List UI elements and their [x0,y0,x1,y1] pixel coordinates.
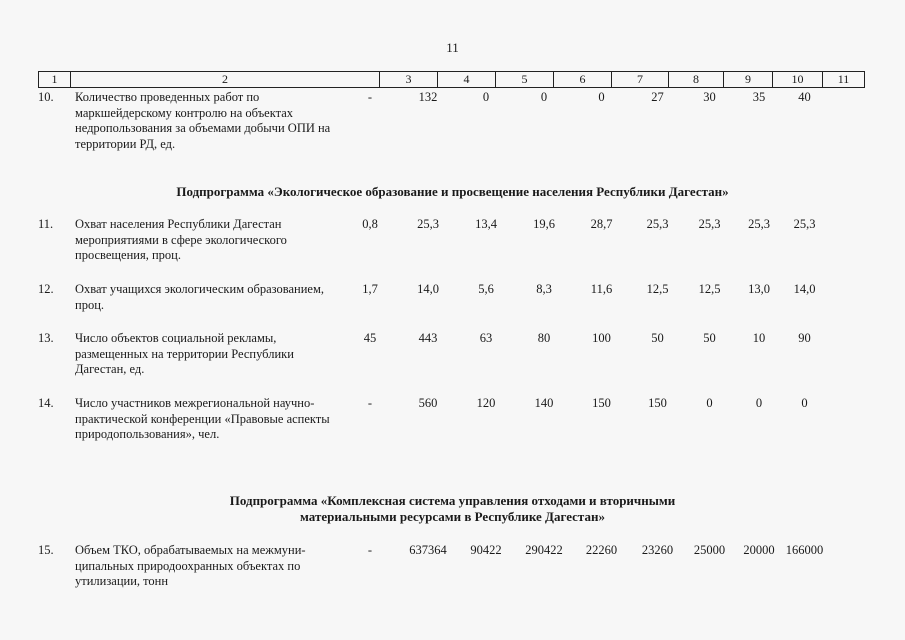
row-value: 27 [651,90,664,104]
row-value: 140 [534,396,554,410]
header-cell: 6 [554,72,612,87]
row-number: 15. [38,543,54,557]
row-value: 10 [752,331,766,345]
row-value: 1,7 [362,282,378,296]
row-value: 22260 [585,543,618,557]
row-number: 10. [38,90,54,104]
row-value: 30 [703,90,716,104]
row-value: - [367,396,373,410]
row-value: 120 [476,396,496,410]
row-number: 12. [38,282,54,296]
row-value: 12,5 [646,282,669,296]
row-number: 13. [38,331,54,345]
row-value: 132 [418,90,438,104]
row-description: Объем ТКО, обрабатываемых на межмуни-ципальных природоохранных объектах по утилизации, тонн [75,543,306,588]
header-cell: 8 [669,72,724,87]
row-value: 8,3 [536,282,552,296]
row-value: 0 [755,396,763,410]
row-value: 25,3 [793,217,816,231]
row-value: 100 [592,331,611,345]
row-value: - [367,90,373,104]
row-value: 25,3 [748,217,770,231]
header-cell: 9 [724,72,773,87]
row-value: 63 [479,331,493,345]
row-value: 45 [363,331,377,345]
row-value: 637364 [409,543,447,557]
header-cell: 4 [438,72,496,87]
row-value: 25,3 [698,217,721,231]
row-value: 0 [482,90,490,104]
row-value: 25,3 [417,217,439,231]
header-cell: 1 [39,72,71,87]
row-value: 90422 [470,543,502,557]
header-cell: 7 [612,72,669,87]
row-value: 290422 [525,543,563,557]
row-value: 50 [703,331,716,345]
row-value: 13,4 [475,217,497,231]
row-value: 40 [798,90,811,104]
row-value: 13,0 [748,282,770,296]
row-value: 50 [651,331,664,345]
row-value: 90 [798,331,811,345]
row-value: 20000 [743,543,775,557]
header-cell: 5 [496,72,554,87]
row-value: 0,8 [362,217,378,231]
page-number: 11 [446,40,459,55]
section-title: Подпрограмма «Экологическое образование и просвещение населения Республики Дагестан» [176,184,729,199]
row-value: 0 [801,396,808,410]
header-cell: 2 [71,72,380,87]
row-value: - [367,543,373,557]
header-cell: 10 [773,72,823,87]
row-value: 14,0 [417,282,439,296]
row-value: 35 [752,90,766,104]
row-description: Количество проведенных работ по маркшейдерскому контролю на объектах недропользования за объемами добычи ОПИ на территории РД, ед. [75,90,331,151]
row-value: 25,3 [646,217,669,231]
row-value: 19,6 [533,217,555,231]
row-value: 0 [598,90,605,104]
table-header-row [38,71,865,88]
row-value: 12,5 [698,282,721,296]
section-title-line2: материальными ресурсами в Республике Дагестан» [300,509,605,524]
row-value: 0 [540,90,548,104]
row-value: 560 [418,396,438,410]
row-value: 80 [537,331,551,345]
row-value: 11,6 [590,282,613,296]
row-value: 5,6 [478,282,494,296]
row-value: 23260 [641,543,674,557]
row-value: 150 [648,396,667,410]
row-description: Охват учащихся экологическим образованием, проц. [75,282,324,312]
row-value: 25000 [693,543,726,557]
row-value: 150 [592,396,611,410]
row-description: Охват населения Республики Дагестан мероприятиями в сфере экологического просвещения, проц. [75,217,287,262]
row-description: Число объектов социальной рекламы, размещенных на территории Республики Дагестан, ед. [75,331,294,376]
row-value: 0 [706,396,713,410]
row-value: 14,0 [793,282,816,296]
row-value: 28,7 [590,217,613,231]
row-number: 14. [38,396,54,410]
header-cell: 11 [837,72,850,86]
section-title-line1: Подпрограмма «Комплексная система управления отходами и вторичными [229,493,676,508]
header-cell: 3 [380,72,438,87]
row-description: Число участников межрегиональной научно-практической конференции «Правовые аспекты природопользования», чел. [75,396,330,441]
row-value: 166000 [785,543,824,557]
row-number: 11. [38,217,54,231]
row-value: 443 [418,331,438,345]
